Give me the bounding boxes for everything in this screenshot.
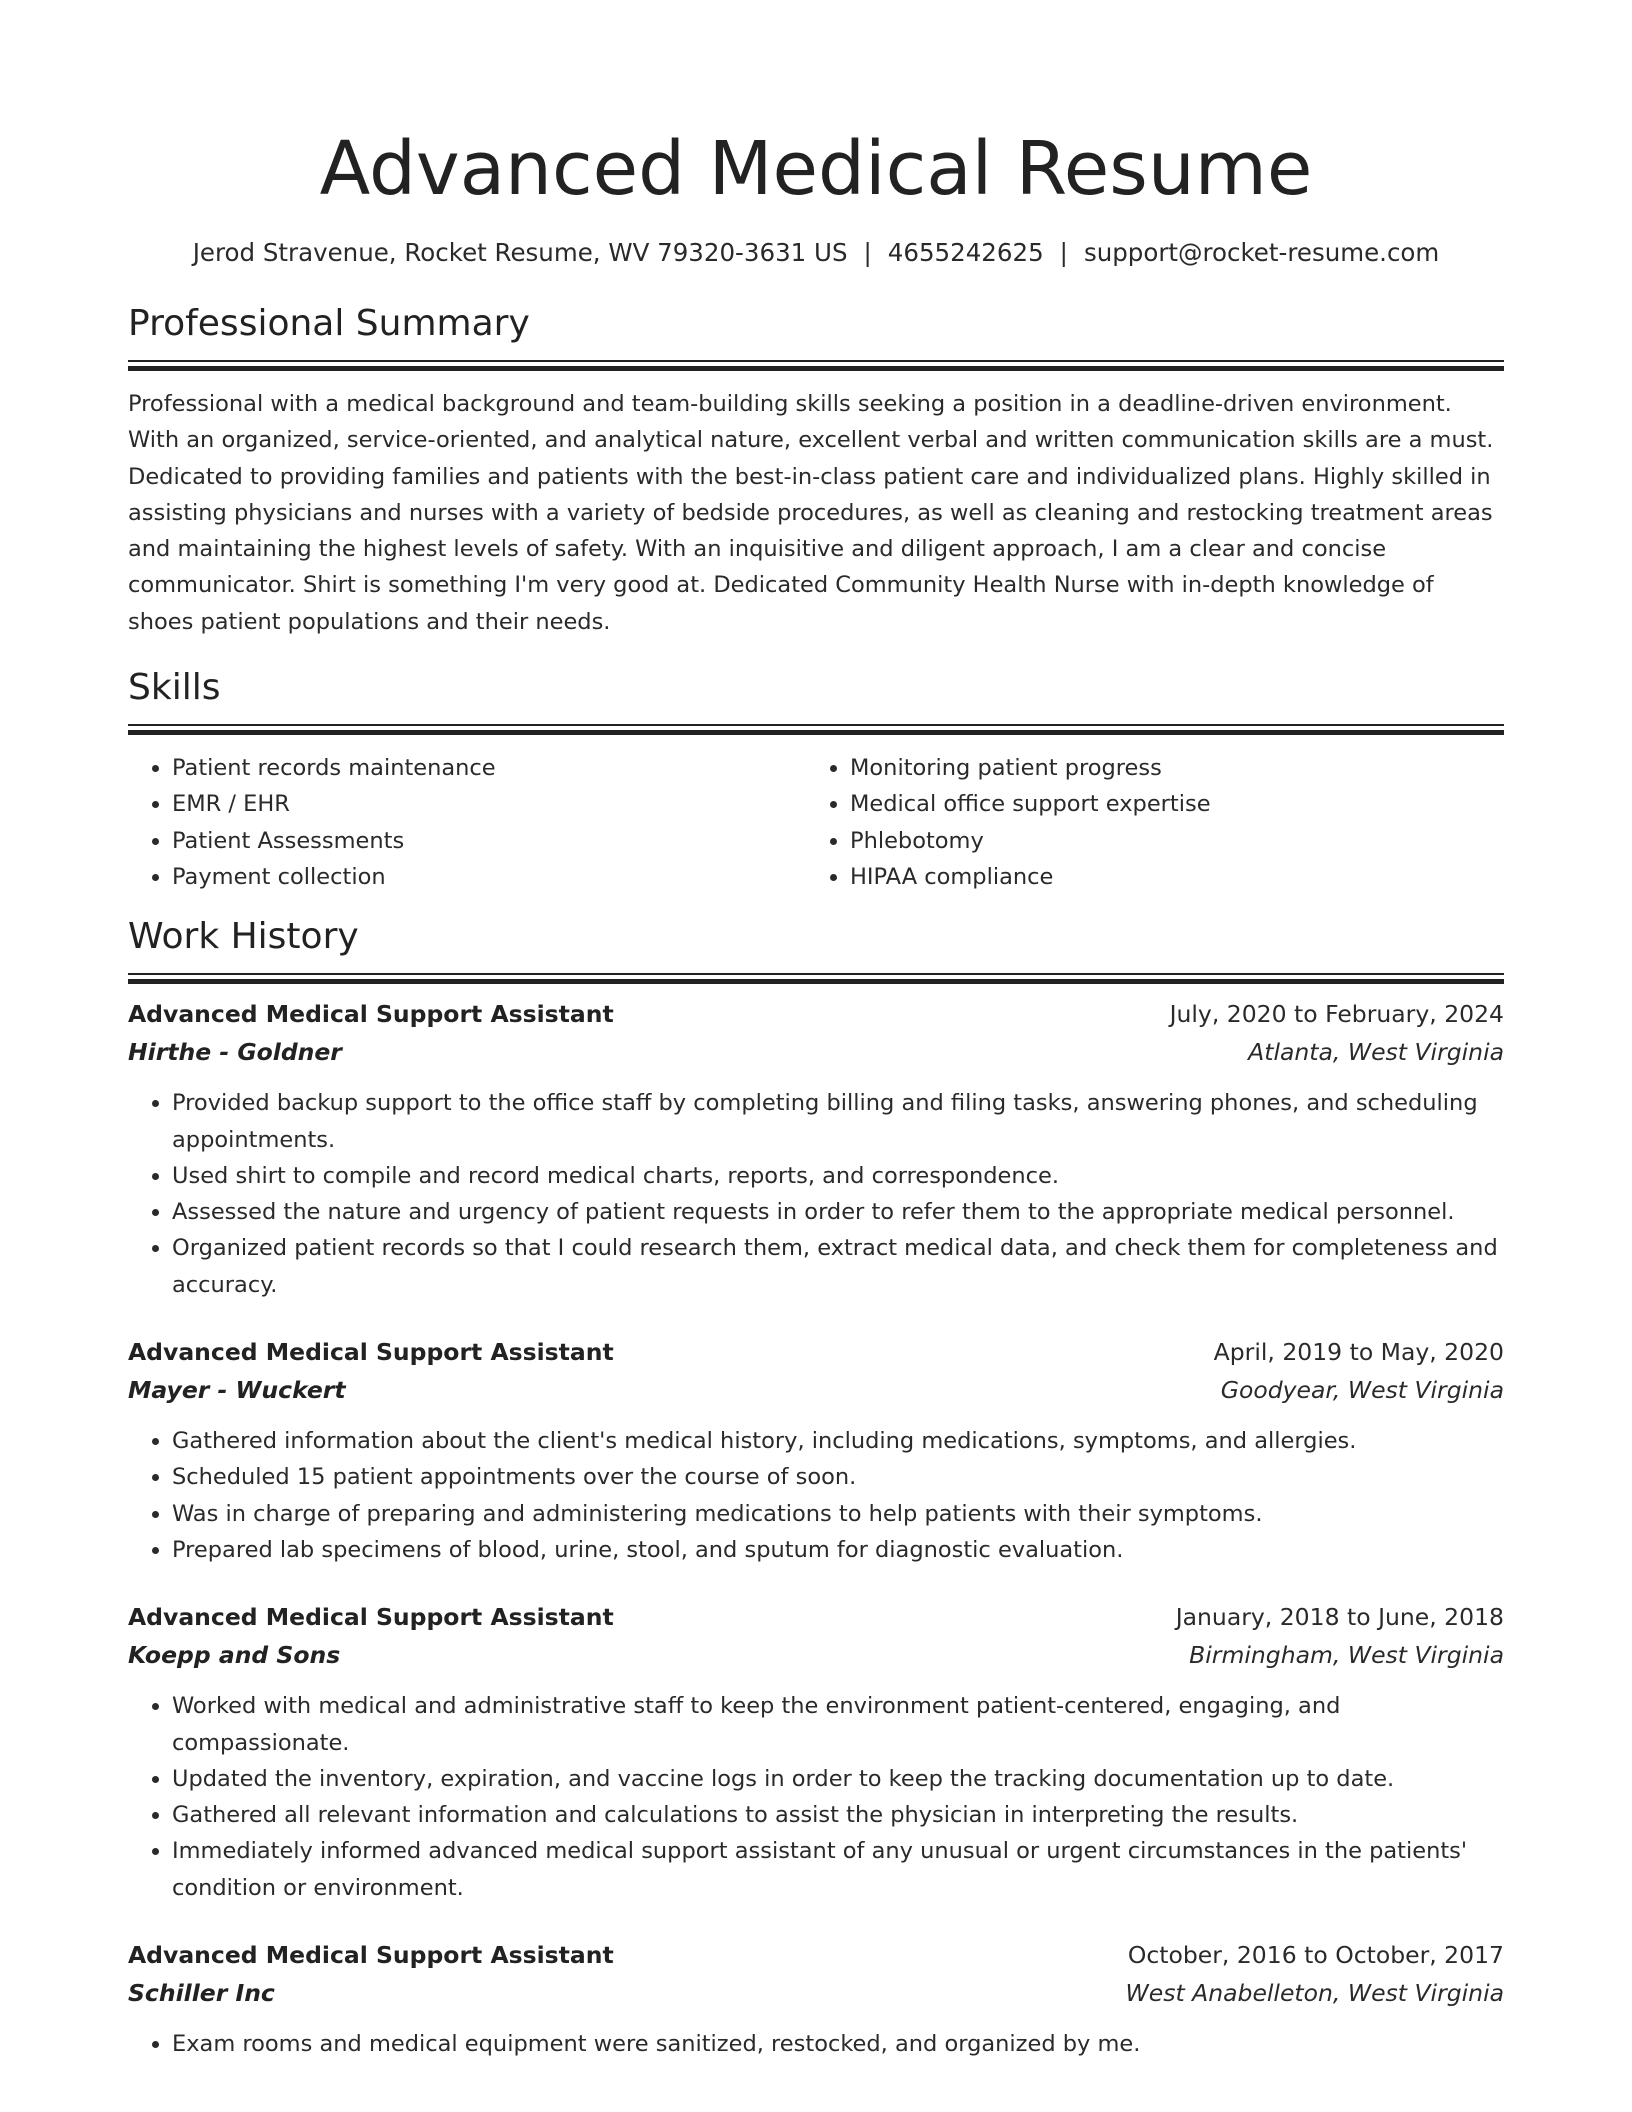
job-header-row (128, 1936, 1504, 1974)
job-title: Advanced Medical Support Assistant (128, 1603, 614, 1632)
duty-item: • Provided backup support to the office staff by completing billing and filing tasks, answering phones, and scheduling appointments. (172, 1085, 1504, 1158)
work-history-heading: Work History (128, 916, 359, 958)
job-location: Birmingham, West Virginia (1189, 1641, 1504, 1670)
job-location: West Anabelleton, West Virginia (1125, 1979, 1504, 2008)
contact-separator: | (863, 238, 872, 267)
job-entry (128, 1936, 1504, 2062)
summary-text: Professional with a medical background and team-building skills seeking a position in a deadline-driven environment. With an organized, service-oriented, and analytical nature, excellent verbal and written communication skills are a must. Dedicated to providing families and patients with the best-in-class patient care and individualized plans. Highly skilled in assisting physicians and nurses with a variety of bedside procedures, as well as cleaning and restocking treatment areas and maintaining the highest levels of safety. With an inquisitive and diligent approach, I am a clear and concise communicator. Shirt is something I'm very good at. Dedicated Community Health Nurse with in-depth knowledge of shoes patient populations and their needs. (128, 391, 1494, 635)
contact-separator: | (1059, 238, 1068, 267)
contact-line (128, 236, 1504, 270)
job-title: Advanced Medical Support Assistant (128, 1338, 614, 1367)
job-company: Schiller Inc (128, 1979, 275, 2008)
contact-email: support@rocket-resume.com (1083, 238, 1440, 267)
job-dates: July, 2020 to February, 2024 (1169, 1000, 1504, 1029)
job-title: Advanced Medical Support Assistant (128, 1941, 614, 1970)
job-header-row (128, 995, 1504, 1033)
skill-item: • Patient Assessments (172, 823, 806, 859)
resume-name: Advanced Medical Resume (319, 126, 1313, 212)
work-history-section (128, 913, 1504, 2062)
job-duties (128, 1688, 1504, 1906)
skills-heading: Skills (128, 667, 221, 709)
contact-address: Jerod Stravenue, Rocket Resume, WV 79320-3631 US (192, 238, 848, 267)
job-duties (128, 1085, 1504, 1303)
job-entry (128, 1333, 1504, 1568)
job-company-row (128, 1371, 1504, 1409)
job-company-row (128, 1033, 1504, 1071)
duty-item: • Organized patient records so that I could research them, extract medical data, and check them for completeness and accuracy. (172, 1230, 1504, 1303)
job-header-row (128, 1333, 1504, 1371)
duty-item: • Used shirt to compile and record medical charts, reports, and correspondence. (172, 1158, 1504, 1194)
job-company: Hirthe - Goldner (128, 1038, 342, 1067)
job-entry (128, 995, 1504, 1303)
duty-item: • Gathered information about the client's medical history, including medications, symptoms, and allergies. (172, 1423, 1504, 1459)
duty-item: • Worked with medical and administrative staff to keep the environment patient-centered, engaging, and compassionate. (172, 1688, 1504, 1761)
job-company: Mayer - Wuckert (128, 1376, 346, 1405)
duty-item: • Updated the inventory, expiration, and vaccine logs in order to keep the tracking documentation up to date. (172, 1761, 1504, 1797)
duty-item: • Scheduled 15 patient appointments over the course of soon. (172, 1459, 1504, 1495)
resume-page (128, 0, 1504, 2062)
duty-item: • Was in charge of preparing and administering medications to help patients with their symptoms. (172, 1496, 1504, 1532)
duty-item: • Gathered all relevant information and calculations to assist the physician in interpreting the results. (172, 1797, 1504, 1833)
skill-item: • Patient records maintenance (172, 750, 806, 786)
skill-item: • Phlebotomy (850, 823, 1504, 859)
job-duties (128, 1423, 1504, 1568)
section-divider (128, 724, 1504, 736)
skill-item: • HIPAA compliance (850, 859, 1504, 895)
job-company-row (128, 1974, 1504, 2012)
skill-item: • Payment collection (172, 859, 806, 895)
duty-item: • Assessed the nature and urgency of patient requests in order to refer them to the appropriate medical personnel. (172, 1194, 1504, 1230)
skills-list-right (806, 750, 1504, 895)
skills-section (128, 664, 1504, 895)
duty-item: • Exam rooms and medical equipment were sanitized, restocked, and organized by me. (172, 2026, 1504, 2062)
skill-item: • EMR / EHR (172, 786, 806, 822)
summary-section (128, 300, 1504, 640)
job-title: Advanced Medical Support Assistant (128, 1000, 614, 1029)
job-dates: April, 2019 to May, 2020 (1213, 1338, 1504, 1367)
section-divider (128, 360, 1504, 372)
job-dates: January, 2018 to June, 2018 (1175, 1603, 1504, 1632)
job-company: Koepp and Sons (128, 1641, 341, 1670)
duty-item: • Immediately informed advanced medical support assistant of any unusual or urgent circumstances in the patients' condition or environment. (172, 1833, 1504, 1906)
section-divider (128, 973, 1504, 985)
duty-item: • Prepared lab specimens of blood, urine, stool, and sputum for diagnostic evaluation. (172, 1532, 1504, 1568)
job-duties (128, 2026, 1504, 2062)
job-location: Atlanta, West Virginia (1248, 1038, 1504, 1067)
summary-heading: Professional Summary (128, 303, 530, 344)
job-dates: October, 2016 to October, 2017 (1127, 1941, 1504, 1970)
skill-item: • Medical office support expertise (850, 786, 1504, 822)
contact-phone: 4655242625 (887, 238, 1044, 267)
skills-columns (128, 750, 1504, 895)
job-company-row (128, 1636, 1504, 1674)
job-location: Goodyear, West Virginia (1220, 1376, 1504, 1405)
skill-item: • Monitoring patient progress (850, 750, 1504, 786)
job-entry (128, 1598, 1504, 1906)
skills-list-left (128, 750, 806, 895)
job-header-row (128, 1598, 1504, 1636)
